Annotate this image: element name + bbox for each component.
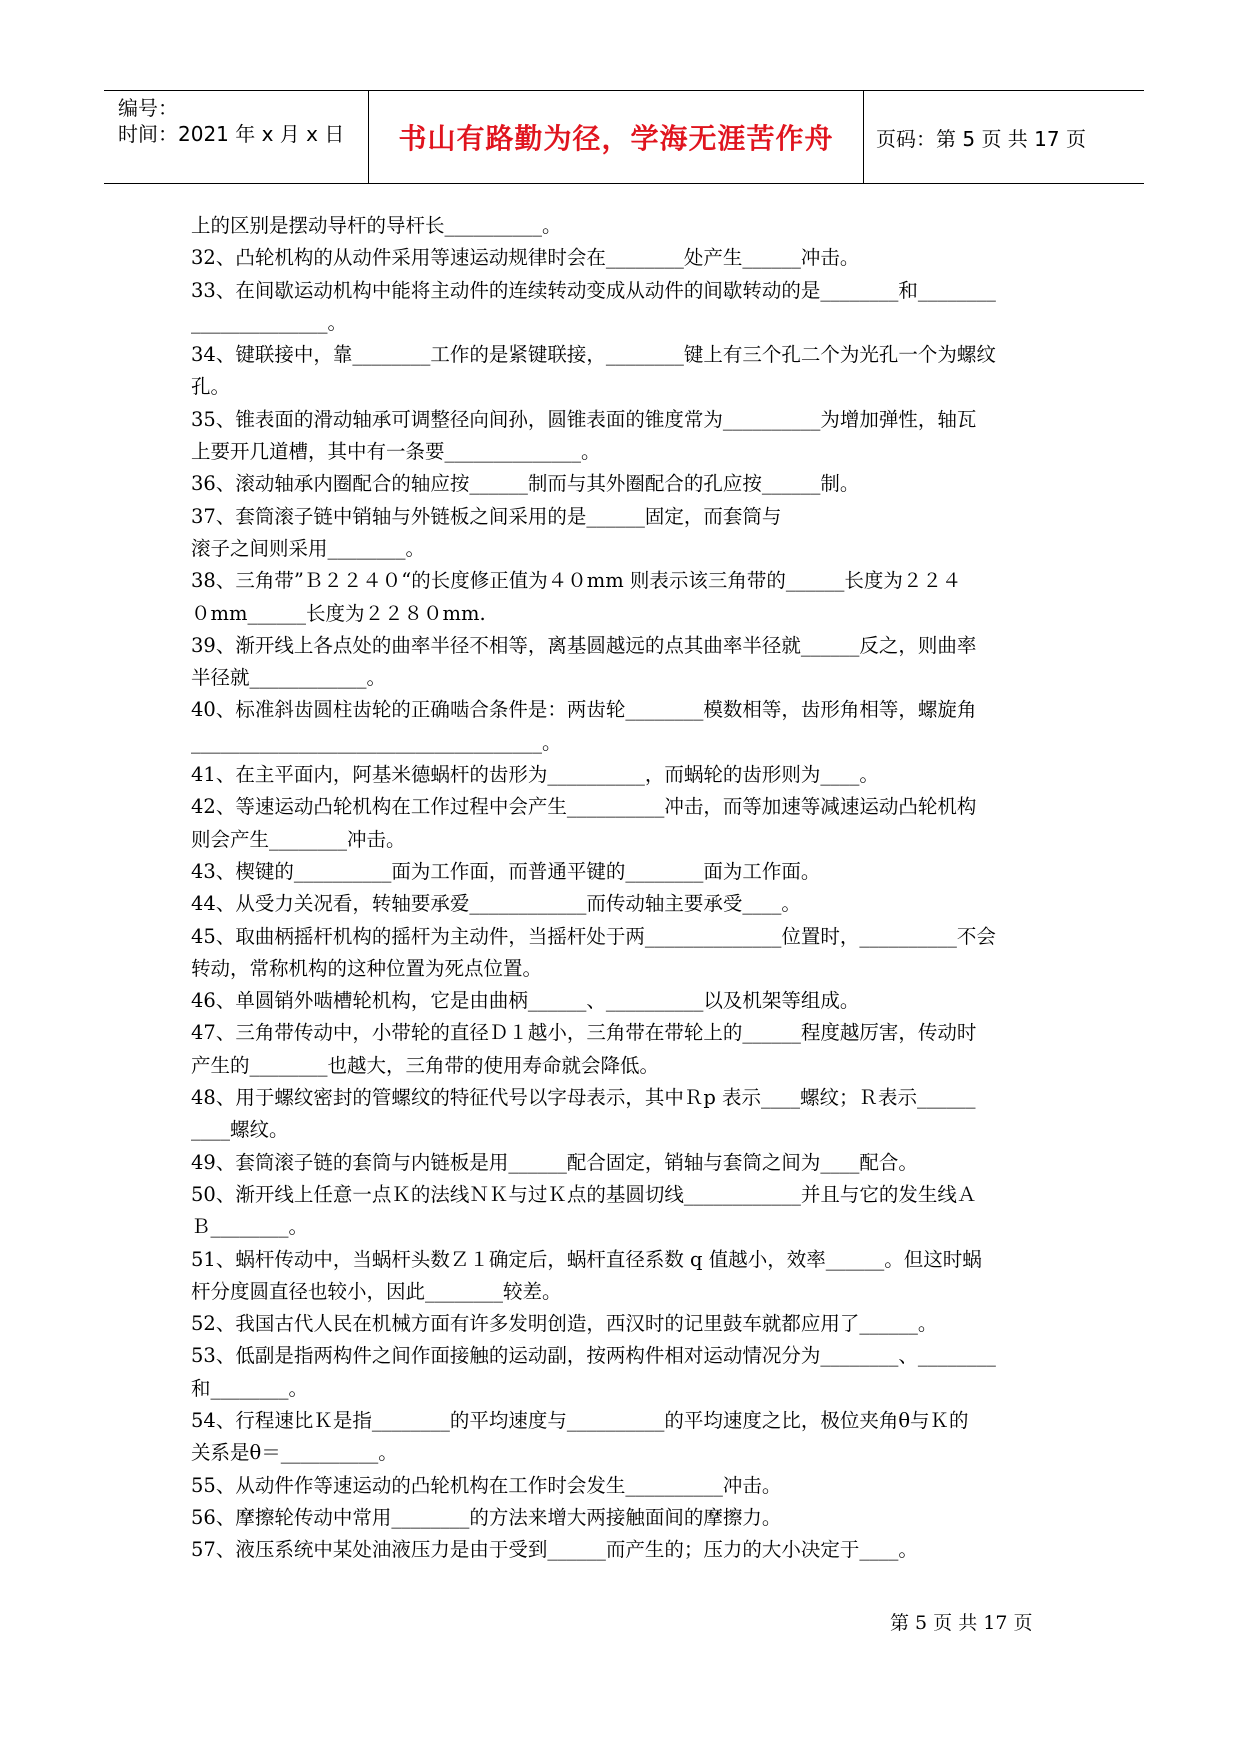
text-line: 40、标准斜齿圆柱齿轮的正确啮合条件是：两齿轮________模数相等，齿形角相等，螺旋角 — [191, 698, 977, 722]
text-line: 50、渐开线上任意一点Ｋ的法线ＮＫ与过Ｋ点的基圆切线____________并且与它的发生线Ａ — [191, 1182, 977, 1206]
header-motto-cell — [369, 91, 864, 183]
text-line: 转动，常称机构的这种位置为死点位置。 — [191, 956, 543, 980]
text-line: 上要开几道槽，其中有一条要______________。 — [191, 440, 601, 464]
text-line: 37、套筒滚子链中销轴与外链板之间采用的是______固定，而套筒与 — [191, 504, 782, 528]
text-line: ０mm______长度为２２８０mm. — [191, 601, 486, 625]
text-line: 48、用于螺纹密封的管螺纹的特征代号以字母表示，其中Ｒp 表示____螺纹；Ｒ表示______ — [191, 1086, 976, 1110]
page-footer: 第 5 页 共 17 页 — [890, 1612, 1033, 1634]
text-line: 38、三角带”Ｂ２２４０“的长度修正值为４０mm 则表示该三角带的______长度为２２４ — [191, 569, 962, 593]
text-line: 43、楔键的__________面为工作面，而普通平键的________面为工作面。 — [191, 859, 821, 883]
text-line: 和________。 — [191, 1376, 309, 1400]
text-line: 孔。 — [191, 375, 231, 399]
text-line: 52、我国古代人民在机械方面有许多发明创造，西汉时的记里鼓车就都应用了______。 — [191, 1312, 938, 1336]
text-line: 45、取曲柄摇杆机构的摇杆为主动件，当摇杆处于两______________位置时，__________不会 — [191, 924, 996, 948]
text-line: ______________。 — [191, 310, 348, 334]
text-line: 42、等速运动凸轮机构在工作过程中会产生__________冲击，而等加速等减速运动凸轮机构 — [191, 795, 977, 819]
text-line: 54、行程速比Ｋ是指________的平均速度与__________的平均速度之比，极位夹角θ与Ｋ的 — [191, 1408, 969, 1432]
text-line: 34、键联接中，靠________工作的是紧键联接，________键上有三个孔二个为光孔一个为螺纹 — [191, 343, 996, 367]
text-line: 滚子之间则采用________。 — [191, 536, 426, 560]
text-line: 41、在主平面内，阿基米德蜗杆的齿形为__________，而蜗轮的齿形则为____。 — [191, 763, 879, 787]
text-line: 55、从动件作等速运动的凸轮机构在工作时会发生__________冲击。 — [191, 1473, 782, 1497]
header-page-cell — [864, 91, 1144, 183]
page-header — [104, 90, 1144, 184]
text-line: 产生的________也越大，三角带的使用寿命就会降低。 — [191, 1053, 660, 1077]
text-line: 33、在间歇运动机构中能将主动件的连续转动变成从动件的间歇转动的是________和________ — [191, 278, 996, 302]
text-line: 上的区别是摆动导杆的导杆长__________。 — [191, 214, 562, 237]
text-line: 53、低副是指两构件之间作面接触的运动副，按两构件相对运动情况分为________、________ — [191, 1344, 996, 1368]
text-line: 46、单圆销外啮槽轮机构，它是由曲柄______、__________以及机架等组成。 — [191, 989, 860, 1013]
header-page-info: 页码：第 5 页 共 17 页 — [876, 126, 1086, 151]
text-line: 51、蜗杆传动中，当蜗杆头数Ｚ１确定后，蜗杆直径系数 q 值越小，效率______。但这时蜗 — [191, 1247, 982, 1271]
document-number-label: 编号： — [118, 96, 178, 120]
text-line: 49、套筒滚子链的套筒与内链板是用______配合固定，销轴与套筒之间为____配合。 — [191, 1150, 918, 1174]
text-line: 44、从受力关况看，转轴要承爱____________而传动轴主要承受____。 — [191, 892, 801, 916]
text-line: 57、液压系统中某处油液压力是由于受到______而产生的；压力的大小决定于____。 — [191, 1538, 918, 1562]
document-time-label: 时间：2021 年 x 月 x 日 — [118, 122, 345, 146]
text-line: 36、滚动轴承内圈配合的轴应按______制而与其外圈配合的孔应按______制。 — [191, 472, 860, 496]
text-line: ____________________________________。 — [191, 730, 562, 754]
header-left-cell — [104, 91, 369, 183]
text-line: 39、渐开线上各点处的曲率半径不相等，离基圆越远的点其曲率半径就______反之，则曲率 — [191, 633, 977, 657]
text-line: Ｂ________。 — [191, 1215, 309, 1239]
header-motto: 书山有路勤为径，学海无涯苦作舟 — [398, 122, 834, 155]
question-body — [191, 210, 1059, 1566]
text-line: 56、摩擦轮传动中常用________的方法来增大两接触面间的摩擦力。 — [191, 1505, 782, 1529]
text-line: 47、三角带传动中，小带轮的直径Ｄ１越小，三角带在带轮上的______程度越厉害，传动时 — [191, 1021, 977, 1045]
text-line: 则会产生________冲击。 — [191, 827, 406, 851]
text-line: ____螺纹。 — [191, 1118, 289, 1142]
text-line: 半径就____________。 — [191, 666, 387, 690]
text-line: 关系是θ＝__________。 — [191, 1441, 398, 1465]
text-line: 32、凸轮机构的从动件采用等速运动规律时会在________处产生______冲击。 — [191, 246, 860, 270]
text-line: 35、锥表面的滑动轴承可调整径向间孙，圆锥表面的锥度常为__________为增加弹性，轴瓦 — [191, 407, 977, 431]
text-line: 杆分度圆直径也较小，因此________较差。 — [191, 1279, 562, 1303]
